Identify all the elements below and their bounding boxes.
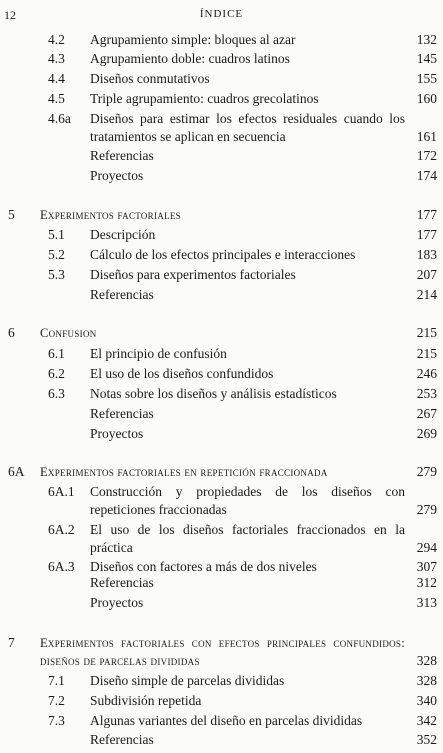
table-of-contents: 4.2 Agrupamiento simple: bloques al azar 132 4.3 Agrupamiento doble: cuadros latinos 145 4.4 Diseños conmutativos 155 4.5 Triple agrupamiento: cuadros grecolatinos 160 4.6a Diseños para estimar los efectos residuales cuando los tratamientos se aplican en secuencia 161 Referencias 172 Proyectos 174 5 Experimentos factoriales 177 5.1 Descripción 177 5.2 Cálculo de los efectos principales e interacciones 183 5.3 Diseños para experimentos factoriales 207 Referencias 214 6 Confusion 215 6.1 El principio de confusión 215 6.2 El uso de los diseños confundidos 246 6.3 Notas sobre los diseños y análisis estadísticos 253 Referencias 267 Proyectos 269 6A Experimentos factoriales en repetición fraccionada 279 6A.1 Construcción y propiedades de los diseños con repeticiones fraccionadas 279 6A.2 El uso de los diseños factoriales fraccionados en la práctica 294 6A.3 Diseños con factores a más de dos niveles 307 Referencias 312 Proyectos 313 7 Experimentos factoriales con efectos principales confundidos: diseños de parcelas divididas 328 7.1 Diseño simple de parcelas divididas 328 7.2 Subdivisión repetida 340 7.3 Algunas variantes del diseño en parcelas divididas 342 Referencias 352	[0, 0, 443, 753]
toc-entry-6a-1: 6A.1 Construcción y propiedades de los diseños con repeticiones fraccionadas 279	[48, 484, 437, 517]
toc-entry-4-6a: 4.6a Diseños para estimar los efectos residuales cuando los tratamientos se aplican en secuencia 161	[48, 111, 437, 144]
page-number: 12	[4, 8, 16, 22]
toc-entry-6a-2: 6A.2 El uso de los diseños factoriales fraccionados en la práctica 294	[48, 522, 437, 555]
running-title: ÍNDICE	[199, 8, 244, 20]
toc-chapter-7: 7 Experimentos factoriales con efectos principales confundidos: diseños de parcelas divididas 328	[8, 635, 437, 668]
